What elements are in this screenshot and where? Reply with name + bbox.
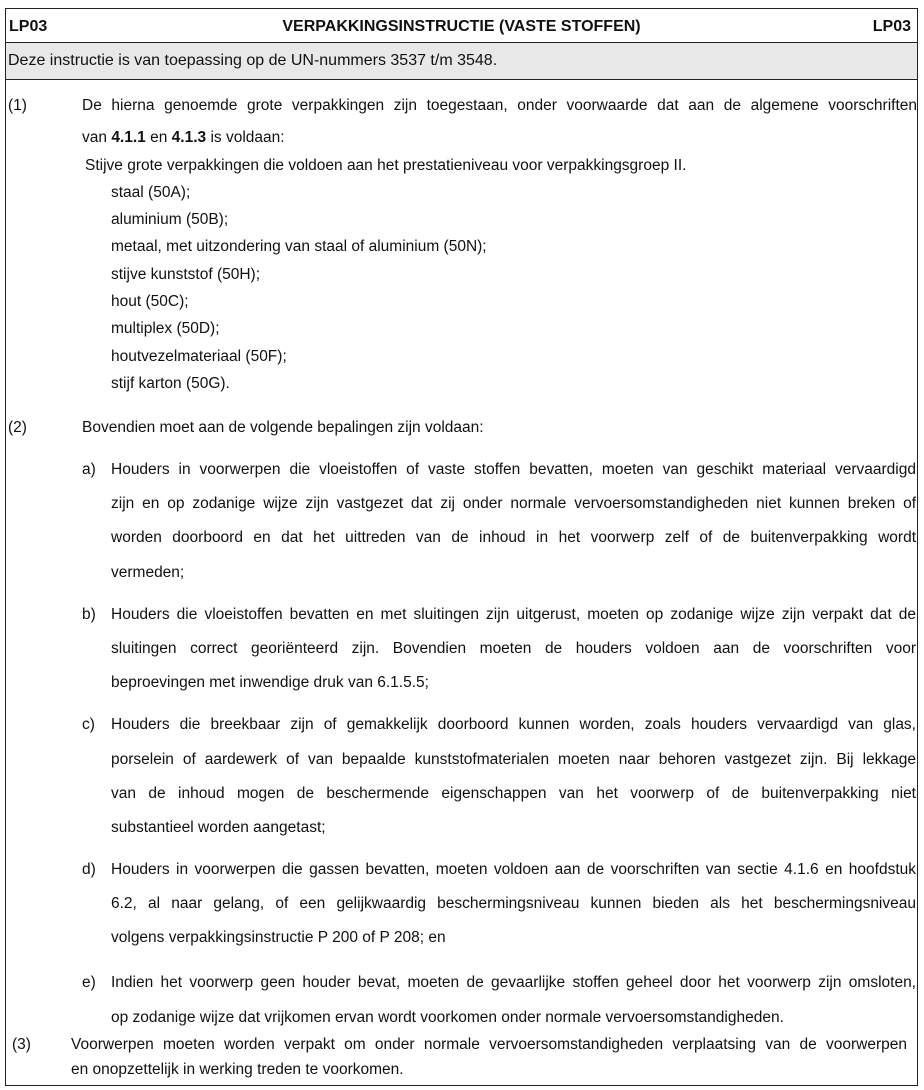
clause-d-label: d) [82,861,96,878]
section-3-line: Voorwerpen moeten worden verpakt om onder normale vervoersomstandigheden verplaatsing van de voorwerpen [71,1036,907,1053]
clause-d-line: Houders in voorwerpen die gassen bevatten, moeten voldoen aan de voorschriften van sectie 4.1.6 en hoofdstuk [111,861,916,878]
instruction-code-right: LP03 [872,18,911,35]
scope-row: Deze instructie is van toepassing op de UN-nummers 3537 t/m 3548. [6,43,917,80]
clause-e-line: op zodanige wijze dat vrijkomen ervan wordt voorkomen onder normale vervoersomstandigheden. [111,1009,784,1026]
section-1-line-1: De hierna genoemde grote verpakkingen zijn toegestaan, onder voorwaarde dat aan de algemene voorschriften [82,97,917,114]
instruction-title: VERPAKKINGSINSTRUCTIE (VASTE STOFFEN) [282,18,641,35]
material-item: stijf karton (50G). [111,375,230,392]
clause-c-line: substantieel worden aangetast; [111,819,326,836]
section-1-line-2-pre: van [82,129,112,146]
instruction-table [5,8,918,1086]
section-2-intro: Bovendien moet aan de volgende bepalingen zijn voldaan: [82,419,484,436]
section-3-number: (3) [12,1036,31,1053]
clause-b-line: Houders die vloeistoffen bevatten en met sluitingen zijn uitgerust, moeten op zodanige wijze zijn verpakt dat de [111,606,916,623]
clause-a-line: vermeden; [111,564,185,581]
reference-4-1-1: 4.1.1 [111,129,146,146]
material-item: stijve kunststof (50H); [111,266,261,283]
section-1-line-2-mid: en [145,129,172,146]
material-item: aluminium (50B); [111,211,229,228]
clause-c-label: c) [82,716,95,733]
material-item: hout (50C); [111,293,189,310]
section-3-line: en onopzettelijk in werking treden te voorkomen. [71,1061,404,1078]
clause-b-line: sluitingen correct georiënteerd zijn. Bovendien moeten de houders voldoen aan de voorschriften voor [111,640,916,657]
clause-a-line: zijn en op zodanige wijze zijn vastgezet dat zij onder normale vervoersomstandigheden niet kunnen breken of [111,495,916,512]
clause-e-label: e) [82,974,96,991]
clause-d-line: 6.2, al naar gelang, of een gelijkwaardig beschermingsniveau kunnen bieden als het beschermingsniveau [111,895,916,912]
section-1-number: (1) [8,97,27,114]
clause-c-line: Houders die breekbaar zijn of gemakkelijk doorboord kunnen worden, zoals houders vervaardigd van glas, [111,716,916,733]
clause-c-line: van de inhoud mogen de beschermende eigenschappen van het voorwerp of de buitenverpakking niet [111,785,916,802]
section-1-line-2 [82,129,285,147]
section-1-intro: Stijve grote verpakkingen die voldoen aan het prestatieniveau voor verpakkingsgroep II. [85,157,687,174]
clause-d-line: volgens verpakkingsinstructie P 200 of P 208; en [111,929,446,946]
clause-a-line: worden doorboord en dat het uittreden van de inhoud in het voorwerp zelf of de buitenverpakking wordt [111,529,916,546]
clause-e-line: Indien het voorwerp geen houder bevat, moeten de gevaarlijke stoffen geheel door het voorwerp zijn omsloten, [111,974,916,991]
instruction-code-left: LP03 [9,18,48,35]
clause-a-line: Houders in voorwerpen die vloeistoffen of vaste stoffen bevatten, moeten van geschikt materiaal vervaardigd [111,461,916,478]
clause-a-label: a) [82,461,96,478]
clause-b-label: b) [82,606,96,623]
material-item: staal (50A); [111,184,191,201]
section-1-line-2-post: is voldaan: [206,129,285,146]
material-item: houtvezelmateriaal (50F); [111,348,287,365]
clause-c-line: porselein of aardewerk of van bepaalde kunststofmaterialen moeten naar behoren vastgezet zijn. Bij lekkage [111,751,916,768]
material-item: metaal, met uitzondering van staal of aluminium (50N); [111,238,487,255]
table-header [6,9,917,43]
clause-b-line: beproevingen met inwendige druk van 6.1.5.5; [111,674,429,691]
section-2-number: (2) [8,419,27,436]
reference-4-1-3: 4.1.3 [171,129,207,146]
material-item: multiplex (50D); [111,320,220,337]
